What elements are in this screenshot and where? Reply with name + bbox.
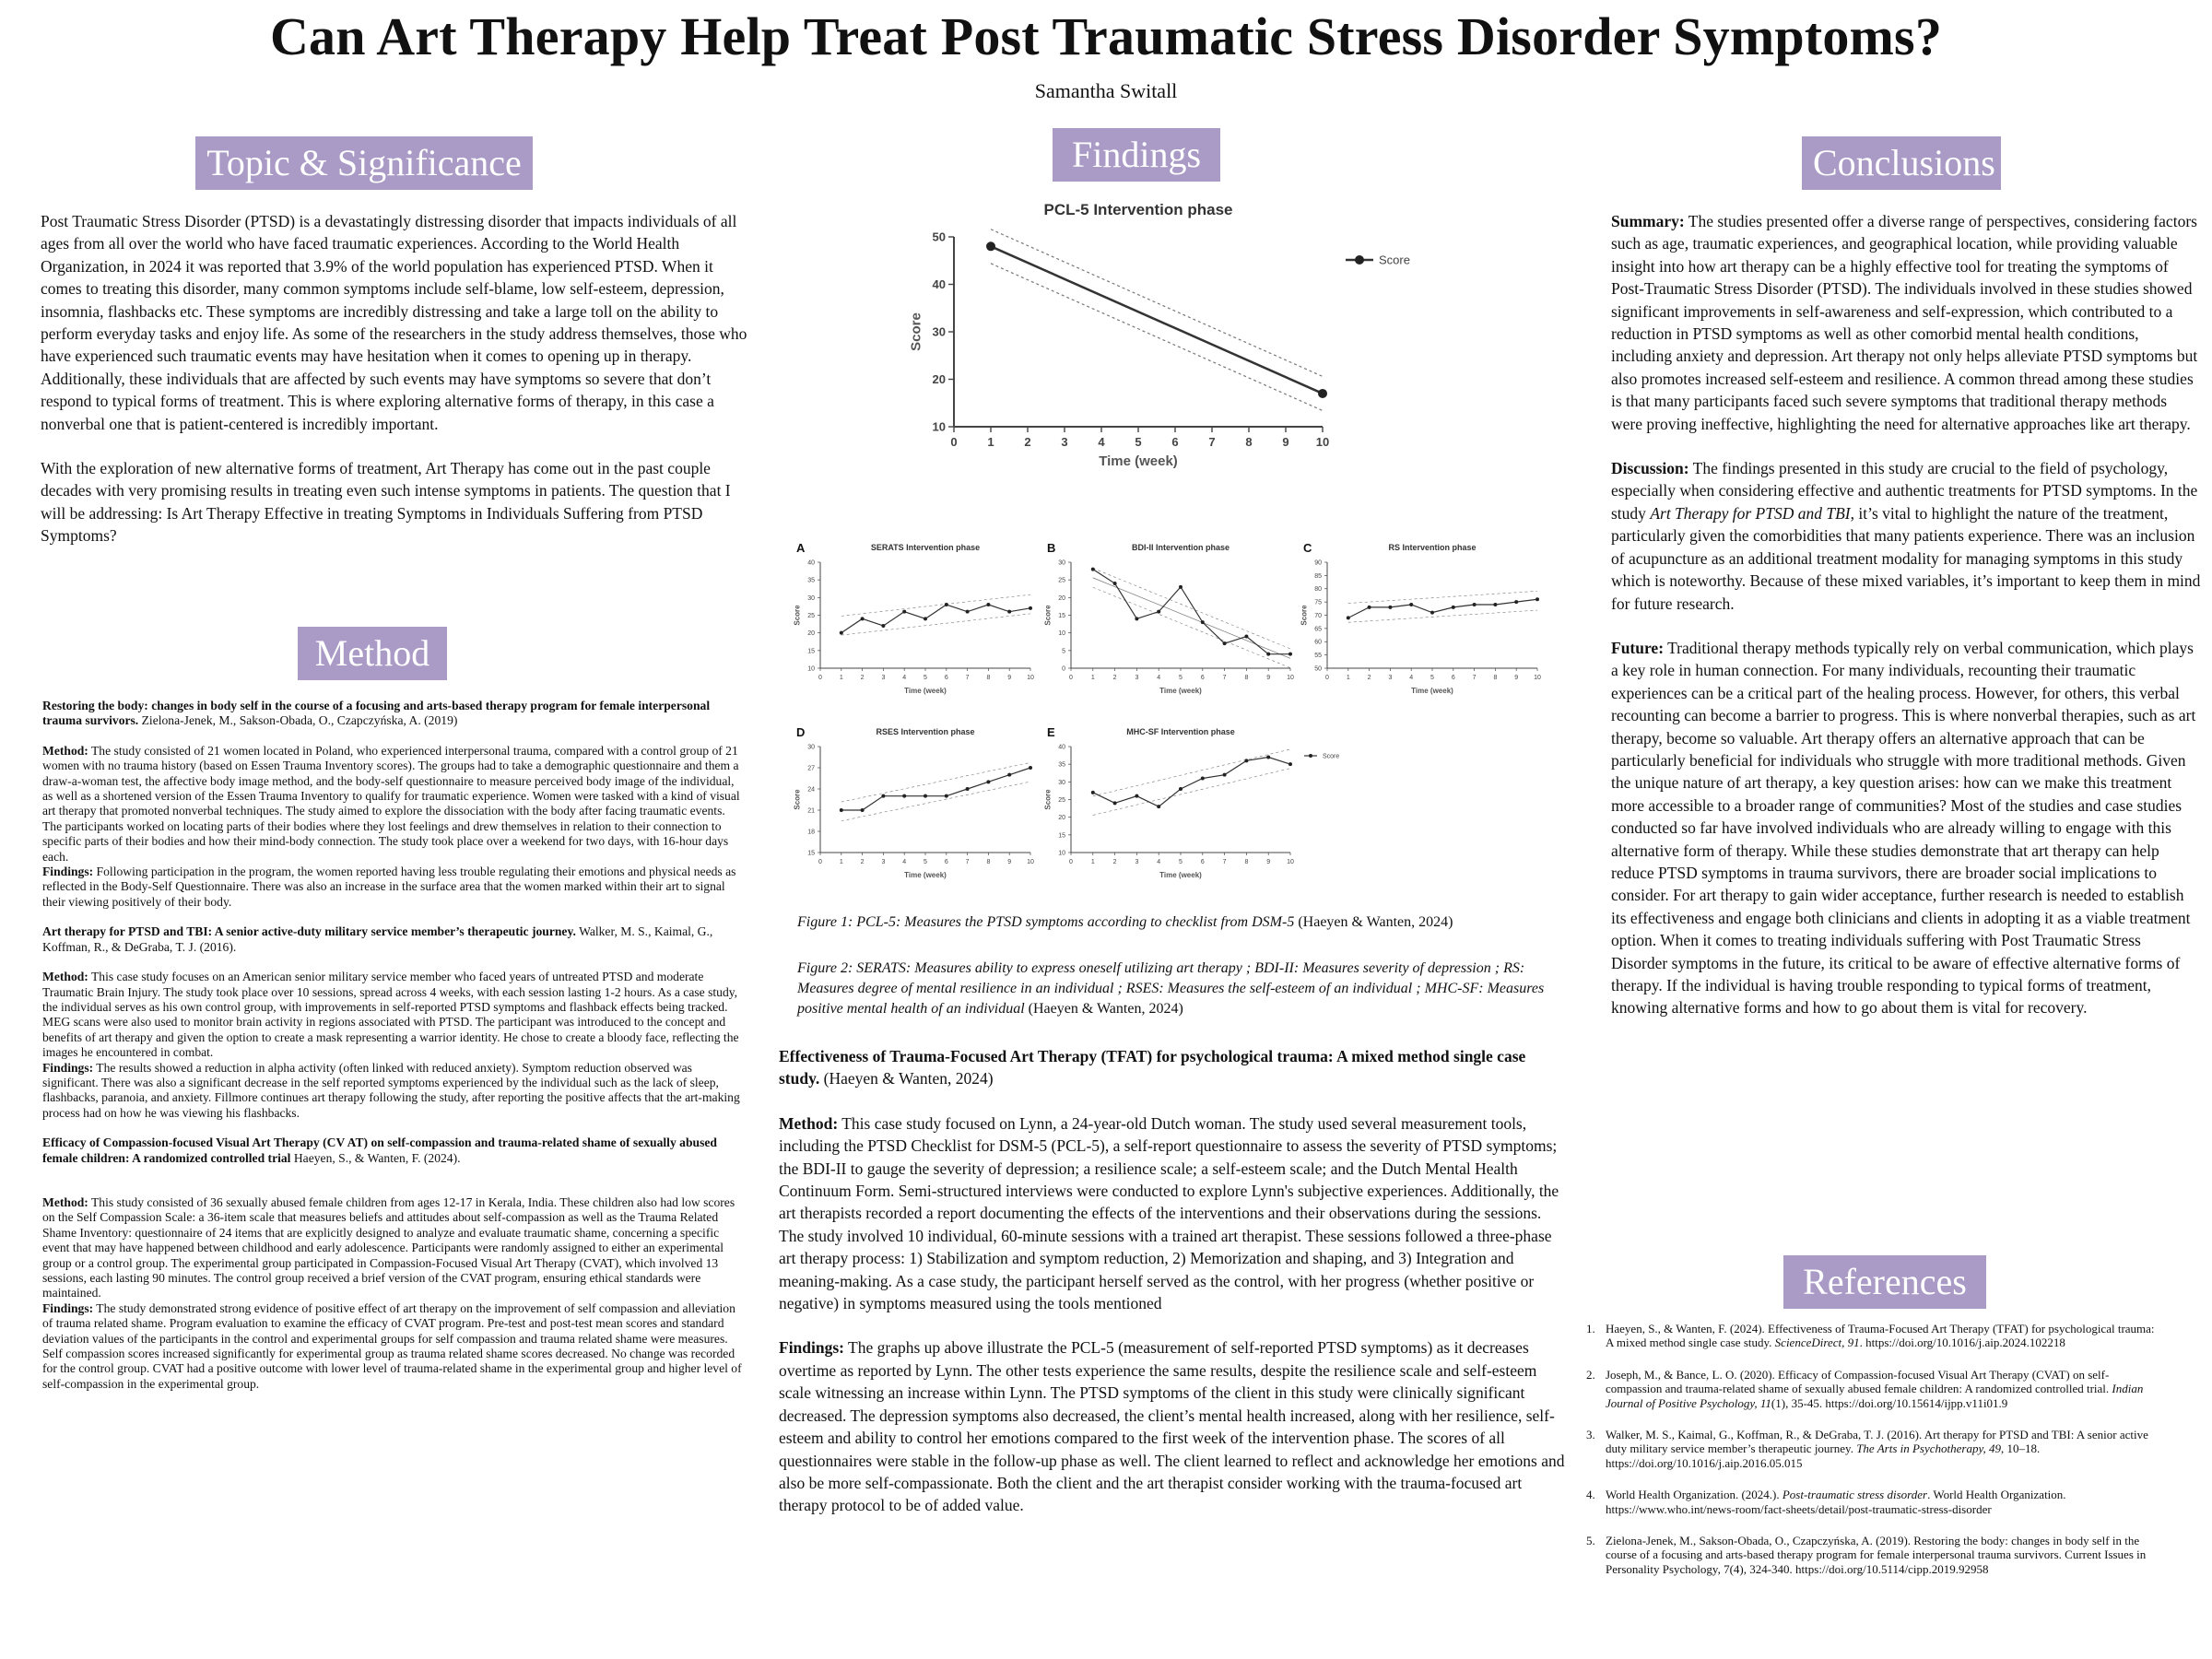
x-tick-label: 2 xyxy=(1367,675,1371,681)
study1-findings-label: Findings: xyxy=(42,865,94,879)
y-axis-label: Score xyxy=(1300,605,1309,626)
x-axis-label: Time (week) xyxy=(904,687,947,695)
reference-text: Haeyen, S., & Wanten, F. (2024). Effectiveness of Trauma-Focused Art Therapy (TFAT) for psychological trauma: A mixed method single case study. xyxy=(1606,1322,2155,1350)
series-line xyxy=(841,768,1030,810)
study1-method-label: Method: xyxy=(42,743,88,758)
x-axis-label: Time (week) xyxy=(904,871,947,879)
x-tick-label: 8 xyxy=(1493,675,1498,681)
topic-paragraph-2: With the exploration of new alternative forms of treatment, Art Therapy has come out in the past couple decades with very promising results in treating even such intense symptoms in patients. The question that I will be addressing: Is Art Therapy Effective in treating Symptoms in Individuals Suffering from PTSD Symptoms? xyxy=(41,459,731,546)
y-tick-label: 18 xyxy=(807,829,815,836)
x-tick-label: 4 xyxy=(1157,675,1161,681)
x-axis-label: Time (week) xyxy=(1099,453,1178,469)
y-tick-label: 50 xyxy=(932,229,946,244)
data-point xyxy=(1179,585,1182,589)
tfat-method: This case study focused on Lynn, a 24-year-old Dutch woman. The study used several measurement tools, including the PTSD Checklist for DSM-5 (PCL-5), a self-report questionnaire to assess the severity of PTSD symptoms; the BDI-II to gauge the severity of depression; a resilience scale; a self-esteem scale; and the Dutch Mental Health Continuum Form. Semi-structured interviews were conducted to explore Lynn's subjective experiences. Additionally, the art therapists recorded a report documenting the effects of the interventions and their observations during the sessions. The study involved 10 individual, 60-minute sessions with a trained art therapist. These sessions followed a three-phase art therapy process: 1) Stabilization and symptom reduction, 2) Memorization and shaping, and 3) Integration and meaning-making. As a case study, the participant herself served as the control, with her progress (whether positive or negative) in symptoms measured using the tools mentioned xyxy=(779,1113,1559,1313)
data-point xyxy=(1493,603,1497,606)
data-point xyxy=(1244,635,1248,639)
panel-letter: A xyxy=(796,541,806,555)
summary-text: The studies presented offer a diverse range of perspectives, considering factors such as age, traumatic experiences, and geographical location, while providing valuable insight into how art therapy can be a highly effective tool for treating the symptoms of Post-Traumatic Stress Disorder (PTSD). The individuals involved in these studies showed significant improvements in self-awareness and self-expression, which contributed to a reduction in PTSD symptoms as well as other comorbid mental health conditions, including anxiety and depression. Art therapy not only helps alleviate PTSD symptoms but also promotes increased self-esteem and resilience. A common thread among these studies is that many participants faced such severe symptoms that traditional therapy methods were proving ineffective, highlighting the need for alternative approaches like art therapy. xyxy=(1611,212,2198,433)
header-method: Method xyxy=(298,627,447,680)
x-tick-label: 8 xyxy=(1244,675,1249,681)
data-point xyxy=(986,603,990,606)
x-tick-label: 9 xyxy=(1007,675,1012,681)
tfat-findings-label: Findings: xyxy=(779,1338,844,1358)
y-tick-label: 90 xyxy=(1314,559,1322,567)
data-point xyxy=(881,624,885,628)
x-tick-label: 5 xyxy=(924,675,927,681)
y-tick-label: 50 xyxy=(1314,665,1322,673)
figure2-caption-text: Figure 2: SERATS: Measures ability to express oneself utilizing art therapy ; BDI-II: Measures severity of depression ; RS: Measures degree of mental resilience in an individual ; RSES: Measures the self-esteem of an individual ; MHC-SF: Measures positive mental health of an individual xyxy=(797,960,1545,1017)
study2-method: This case study focuses on an American senior military service member who faced years of untreated PTSD and moderate Traumatic Brain Injury. The study took place over 10 sessions, spread across 4 weeks, with each session lasting 1-2 hours. As a case study, the individual serves as his own control group, with improvements in self-reported PTSD symptoms and flashback effects being tracked. MEG scans were also used to monitor brain activity in regions associated with PTSD. The participant was introduced to the concept and benefits of art therapy and given the option to create a mask representing a warrior identity. He chose to create a bloody face, reflecting the images he encountered in combat. xyxy=(42,970,739,1060)
panel-letter: D xyxy=(796,725,806,739)
y-tick-label: 30 xyxy=(1058,779,1065,786)
findings-text xyxy=(779,1045,1570,1517)
y-tick-label: 5 xyxy=(1062,648,1065,655)
trend-line xyxy=(1093,578,1290,658)
x-tick-label: 9 xyxy=(1514,675,1519,681)
data-point xyxy=(924,794,927,798)
x-tick-label: 2 xyxy=(1112,675,1117,681)
confidence-band xyxy=(1348,591,1537,603)
x-tick-label: 10 xyxy=(1534,675,1541,681)
x-tick-label: 0 xyxy=(950,435,958,449)
header-conclusions: Conclusions xyxy=(1802,136,2001,190)
y-tick-label: 65 xyxy=(1314,626,1322,633)
x-tick-label: 2 xyxy=(1112,859,1117,865)
panel-letter: C xyxy=(1303,541,1312,555)
x-tick-label: 7 xyxy=(1208,435,1216,449)
reference-journal: ScienceDirect, 91 xyxy=(1774,1335,1860,1350)
reference-item xyxy=(1598,1428,2157,1470)
reference-text-end: . https://doi.org/10.1016/j.aip.2024.102218 xyxy=(1859,1335,2065,1350)
x-tick-label: 0 xyxy=(818,675,822,681)
x-tick-label: 7 xyxy=(965,675,970,681)
figure2-citation: (Haeyen & Wanten, 2024) xyxy=(1024,1001,1183,1017)
figure1-citation: (Haeyen & Wanten, 2024) xyxy=(1294,914,1453,930)
mhc-chart xyxy=(1043,714,1375,889)
y-tick-label: 30 xyxy=(932,324,946,339)
series-line xyxy=(991,246,1323,394)
data-point xyxy=(1007,773,1011,777)
x-tick-label: 2 xyxy=(1024,435,1031,449)
conclusions-text xyxy=(1611,210,2201,1019)
y-tick-label: 25 xyxy=(1058,796,1065,804)
confidence-band xyxy=(1093,769,1290,816)
author-name: Samantha Switall xyxy=(1034,79,1178,102)
study3-method-label: Method: xyxy=(42,1194,88,1209)
data-point xyxy=(945,794,948,798)
y-tick-label: 20 xyxy=(1058,815,1065,822)
figure1-caption xyxy=(797,912,1553,933)
chart-title: RS Intervention phase xyxy=(1388,543,1477,552)
study3-findings-label: Findings: xyxy=(42,1300,94,1315)
x-tick-label: 5 xyxy=(1179,859,1182,865)
x-tick-label: 0 xyxy=(1069,675,1073,681)
study2-title: Art therapy for PTSD and TBI: A senior active-duty military service member’s therapeutic journey. xyxy=(42,924,576,939)
y-tick-label: 20 xyxy=(1058,594,1065,602)
y-tick-label: 27 xyxy=(807,765,815,772)
data-point xyxy=(1029,606,1032,610)
y-tick-label: 75 xyxy=(1314,599,1322,606)
confidence-band xyxy=(1348,610,1537,622)
x-tick-label: 4 xyxy=(1098,435,1105,449)
confidence-band xyxy=(841,782,1030,821)
data-point xyxy=(1201,620,1205,624)
x-tick-label: 7 xyxy=(1472,675,1477,681)
study2-findings: The results showed a reduction in alpha activity (often linked with reduced anxiety). Symptom reduction observed was significant. There was also a significant decrease in the self reported symptoms experienced by the individual such as the lack of sleep, flashbacks, paranoia, and anxiety. Fillmore continues art therapy following the study, after reporting the positive affects that the art-making process had on how he was viewing his flashbacks. xyxy=(42,1060,740,1120)
data-point xyxy=(924,617,927,620)
y-tick-label: 30 xyxy=(807,594,815,602)
x-tick-label: 5 xyxy=(1430,675,1434,681)
x-tick-label: 10 xyxy=(1315,435,1330,449)
discussion-study-title: Art Therapy for PTSD and TBI xyxy=(1650,503,1851,523)
x-tick-label: 3 xyxy=(1135,675,1139,681)
topic-paragraph-1: Post Traumatic Stress Disorder (PTSD) is a devastatingly distressing disorder that impacts individuals of all ages from all over the world who have faced traumatic experiences. According to the World Health Organization, in 2024 it was reported that 3.9% of the world population has experienced PTSD. When it comes to treating this disorder, many common symptoms include self-blame, low self-esteem, depression, insomnia, flashbacks etc. These symptoms are incredibly distressing and take a large toll on the ability to perform everyday tasks and enjoy life. As some of the researchers in the study address themselves, those who have experienced such traumatic events may have hesitation when it comes to opening up in therapy. Additionally, these individuals that are affected by such events may have symptoms so severe that don’t respond to typical forms of treatment. This is where exploring alternative forms of therapy, in this case a nonverbal one that is patient-centered is incredibly important. xyxy=(41,212,747,433)
y-axis-label: Score xyxy=(793,605,802,626)
panel-letter: B xyxy=(1047,541,1056,555)
method-text xyxy=(42,699,747,1392)
header-references: References xyxy=(1783,1255,1986,1309)
rs-chart xyxy=(1300,530,1547,705)
x-axis-label: Time (week) xyxy=(1159,871,1202,879)
data-point xyxy=(1347,616,1350,619)
study2-method-label: Method: xyxy=(42,970,88,984)
x-tick-label: 3 xyxy=(881,675,886,681)
study1-title: Restoring the body: changes in body self in the course of a focusing and arts-based therapy program for female interpersonal trauma survivors. xyxy=(42,699,711,728)
x-tick-label: 6 xyxy=(944,675,948,681)
y-tick-label: 40 xyxy=(807,559,815,567)
confidence-band xyxy=(841,614,1030,635)
x-tick-label: 1 xyxy=(1346,675,1350,681)
study3-method: This study consisted of 36 sexually abused female children from ages 12-17 in Kerala, India. These children also had low scores on the Self Compassion Scale: a 36-item scale that measures beliefs and attitudes about self-compassion as well as the Trauma Related Shame Inventory: questionnaire of 24 items that are explicitly designed to analyze and evaluate traumatic shame, concerning a specific event that may have happened between childhood and early adolescence. Participants were randomly assigned to either an experimental group or a control group. The experimental group participated in Compassion-Focused Visual Art Therapy (CVAT), which involved 13 sessions, each lasting 90 minutes. The control group received a brief version of the CVAT program, ensuring ethical standards were maintained. xyxy=(42,1194,735,1300)
panel-letter: E xyxy=(1047,725,1055,739)
y-tick-label: 40 xyxy=(1058,744,1065,751)
x-tick-label: 5 xyxy=(1179,675,1182,681)
x-tick-label: 0 xyxy=(1325,675,1329,681)
topic-text xyxy=(41,210,750,547)
y-tick-label: 25 xyxy=(1058,577,1065,584)
header-topic: Topic & Significance xyxy=(195,136,533,190)
y-tick-label: 15 xyxy=(807,850,815,857)
x-axis-label: Time (week) xyxy=(1159,687,1202,695)
x-tick-label: 1 xyxy=(839,675,843,681)
data-point xyxy=(1113,801,1117,805)
confidence-band xyxy=(1093,569,1290,649)
data-point xyxy=(902,794,906,798)
x-axis-label: Time (week) xyxy=(1411,687,1453,695)
data-point xyxy=(1388,606,1392,609)
data-point xyxy=(1368,606,1371,609)
reference-item xyxy=(1598,1488,2157,1516)
legend-label: Score xyxy=(1379,253,1410,267)
reference-item xyxy=(1598,1534,2157,1576)
y-axis-label: Score xyxy=(1043,789,1053,810)
y-tick-label: 40 xyxy=(932,277,946,292)
study3-authors: Haeyen, S., & Wanten, F. (2024). xyxy=(290,1150,461,1165)
future-label: Future: xyxy=(1611,638,1665,657)
y-tick-label: 30 xyxy=(807,744,815,751)
x-tick-label: 9 xyxy=(1266,675,1271,681)
data-point xyxy=(1409,603,1413,606)
data-point xyxy=(1179,787,1182,791)
x-tick-label: 2 xyxy=(860,675,865,681)
x-tick-label: 6 xyxy=(1200,675,1205,681)
x-tick-label: 5 xyxy=(924,859,927,865)
data-point xyxy=(1473,603,1477,606)
x-tick-label: 2 xyxy=(860,859,865,865)
y-tick-label: 15 xyxy=(807,648,815,655)
y-axis-label: Score xyxy=(793,789,802,810)
data-point xyxy=(1266,653,1270,656)
summary-label: Summary: xyxy=(1611,212,1685,230)
discussion-text-b: , it’s vital to highlight the nature of the treatment, particularly given the comorbidities that many patients experience. There was an inclusion of acupuncture as an additional treatment modality for managing symptoms in this study which is noteworthy. Because of these mixed variables, it’s important to keep them in mind for future research. xyxy=(1611,503,2201,613)
x-tick-label: 8 xyxy=(1245,435,1253,449)
legend-label: Score xyxy=(1323,753,1340,760)
tfat-method-label: Method: xyxy=(779,1113,839,1133)
y-tick-label: 0 xyxy=(1062,665,1065,673)
data-point xyxy=(966,610,970,614)
data-point xyxy=(1135,794,1138,798)
x-tick-label: 4 xyxy=(902,859,907,865)
x-tick-label: 4 xyxy=(902,675,907,681)
data-point xyxy=(1029,766,1032,770)
y-tick-label: 80 xyxy=(1314,586,1322,594)
discussion-text-a: The findings presented in this study are crucial to the field of psychology, especially when considering effective and authentic treatments for PTSD symptoms. In the study xyxy=(1611,459,2198,523)
legend-marker xyxy=(1309,754,1312,758)
confidence-band xyxy=(1093,587,1290,667)
study2-authors: Walker, M. S., Kaimal, G., Koffman, R., & DeGraba, T. J. (2016). xyxy=(42,924,713,954)
data-point xyxy=(1288,653,1292,656)
reference-text: Joseph, M., & Bance, L. O. (2020). Efficacy of Compassion-focused Visual Art Therapy (CVAT) on self-compassion and trauma-related shame of sexually abused female children: A randomized controlled trial. xyxy=(1606,1367,2112,1396)
data-point xyxy=(1514,600,1518,604)
data-point xyxy=(1135,617,1138,620)
y-tick-label: 10 xyxy=(932,419,946,434)
reference-journal: Post-traumatic stress disorder xyxy=(1782,1488,1928,1502)
rses-chart xyxy=(793,714,1040,889)
x-tick-label: 3 xyxy=(1061,435,1068,449)
chart-title: BDI-II Intervention phase xyxy=(1131,543,1230,552)
bdi-chart xyxy=(1043,530,1300,705)
data-point xyxy=(1430,611,1434,615)
x-tick-label: 10 xyxy=(1027,859,1034,865)
data-point xyxy=(1266,756,1270,759)
x-tick-label: 9 xyxy=(1007,859,1012,865)
y-tick-label: 10 xyxy=(807,665,815,673)
chart-title: MHC-SF Intervention phase xyxy=(1126,727,1235,736)
data-point xyxy=(1007,610,1011,614)
y-tick-label: 10 xyxy=(1058,850,1065,857)
data-point xyxy=(1091,568,1095,571)
x-tick-label: 6 xyxy=(1200,859,1205,865)
reference-text-end: (1), 35-45. https://doi.org/10.15614/ijpp.v11i01.9 xyxy=(1771,1395,2008,1410)
x-tick-label: 10 xyxy=(1027,675,1034,681)
x-tick-label: 8 xyxy=(986,675,991,681)
data-point xyxy=(1535,597,1539,601)
serats-chart xyxy=(793,530,1040,705)
reference-text-end: . World Health Organization. https://www.who.int/news-room/fact-sheets/detail/post-traumatic-stress-disorder xyxy=(1606,1488,2066,1516)
x-tick-label: 7 xyxy=(965,859,970,865)
tfat-findings: The graphs up above illustrate the PCL-5 (measurement of self-reported PTSD symptoms) as it decreases overtime as reported by Lynn. The other tests experience the same results, despite the resilience scale and self-esteem scale witnessing an increase within Lynn. The PTSD symptoms of the client in this study were clinically significant decreased. The depression symptoms also decreased, the client’s mental health increased, along with her resilience, self-esteem and ability to control her emotions compared to the first week of the intervention phase. The scores of all questionnaires were stable in the follow-up phase as well. The client learned to reflect and acknowledge her emotions and also be more self-compassionate. Both the client and the art therapist consider working with the trauma-focused art therapy protocol to be of added value. xyxy=(779,1338,1565,1515)
data-point xyxy=(966,787,970,791)
chart-title: RSES Intervention phase xyxy=(876,727,975,736)
y-tick-label: 70 xyxy=(1314,612,1322,619)
x-tick-label: 6 xyxy=(944,859,948,865)
x-tick-label: 4 xyxy=(1409,675,1414,681)
data-point xyxy=(986,241,995,251)
future-text: Traditional therapy methods typically rely on verbal communication, which plays a key role in human connection. For many individuals, recounting their traumatic experiences can be a critical part of the healing process. However, for others, this verbal recounting can become a barrier to progress. This is where nonverbal therapies, such as art therapy, become so valuable. Art therapy offers an alternative approach that can be particularly beneficial for individuals who struggle with more traditional methods. Given the unique nature of art therapy, a key question arises: how can we make this treatment more accessible to a broader range of communities? Most of the studies and case studies conducted so far have involved individuals who are already willing to engage with this alternative form of therapy. While these studies demonstrate that art therapy can help reduce PTSD symptoms in trauma survivors, there are broader social implications to consider. For art therapy to gain wider acceptance, further research is needed to establish its effectiveness and engage both clinicians and clients in adopting it as a viable treatment option. When it comes to treating individuals suffering with Post Traumatic Stress Disorder symptoms in the future, its critical to be aware of effective alternative forms of therapy. If the individual is having trouble responding to typical forms of treatment, knowing alternative forms and how to go about them is vital for recovery. xyxy=(1611,638,2196,1018)
y-tick-label: 30 xyxy=(1058,559,1065,567)
y-tick-label: 25 xyxy=(807,612,815,619)
data-point xyxy=(1223,641,1227,645)
x-tick-label: 1 xyxy=(1090,859,1095,865)
x-tick-label: 0 xyxy=(1069,859,1073,865)
x-tick-label: 1 xyxy=(839,859,843,865)
series-line xyxy=(1093,758,1290,807)
figure1-caption-text: Figure 1: PCL-5: Measures the PTSD symptoms according to checklist from DSM-5 xyxy=(797,914,1295,930)
data-point xyxy=(840,631,843,635)
confidence-band xyxy=(991,264,1323,411)
study1-findings: Following participation in the program, the women reported having less trouble regulating their emotions and physical needs as reflected in the Body-Self Questionnaire. There was also an increase in the surface area that the women marked within their art to signal their viewing positively of their body. xyxy=(42,865,736,909)
data-point xyxy=(840,808,843,812)
tfat-study-title: Effectiveness of Trauma-Focused Art Therapy (TFAT) for psychological trauma: A mixed method single case study. xyxy=(779,1047,1526,1088)
reference-journal: The Arts in Psychotherapy, 49 xyxy=(1856,1441,2002,1456)
x-tick-label: 5 xyxy=(1135,435,1142,449)
reference-item xyxy=(1598,1322,2157,1350)
chart-title: PCL-5 Intervention phase xyxy=(1043,201,1233,218)
y-tick-label: 60 xyxy=(1314,639,1322,646)
confidence-band xyxy=(841,594,1030,616)
study3-title: Efficacy of Compassion-focused Visual Art Therapy (CV AT) on self-compassion and trauma-related shame of sexually abused female children: A randomized controlled trial xyxy=(42,1135,717,1165)
data-point xyxy=(881,794,885,798)
series-line xyxy=(841,605,1030,633)
header-findings: Findings xyxy=(1053,128,1220,182)
x-tick-label: 7 xyxy=(1222,675,1227,681)
discussion-label: Discussion: xyxy=(1611,459,1689,478)
data-point xyxy=(986,780,990,783)
x-tick-label: 3 xyxy=(1135,859,1139,865)
data-point xyxy=(1288,762,1292,766)
data-point xyxy=(861,808,865,812)
y-axis-label: Score xyxy=(908,312,924,351)
series-line xyxy=(1093,570,1290,654)
x-tick-label: 3 xyxy=(881,859,886,865)
x-tick-label: 8 xyxy=(1244,859,1249,865)
study2-findings-label: Findings: xyxy=(42,1060,94,1075)
figure2-caption xyxy=(797,959,1553,1019)
data-point xyxy=(1113,582,1117,585)
data-point xyxy=(1201,777,1205,781)
x-tick-label: 9 xyxy=(1266,859,1271,865)
references-list xyxy=(1561,1322,2157,1594)
y-tick-label: 35 xyxy=(807,577,815,584)
data-point xyxy=(1318,389,1327,398)
data-point xyxy=(902,610,906,614)
y-tick-label: 10 xyxy=(1058,630,1065,638)
y-tick-label: 15 xyxy=(1058,612,1065,619)
data-point xyxy=(1157,805,1160,808)
x-tick-label: 4 xyxy=(1157,859,1161,865)
y-tick-label: 20 xyxy=(807,630,815,638)
data-point xyxy=(861,617,865,620)
y-tick-label: 21 xyxy=(807,807,815,815)
x-tick-label: 8 xyxy=(986,859,991,865)
legend-marker xyxy=(1355,255,1364,265)
study1-authors: Zielona-Jenek, M., Sakson-Obada, O., Czapczyńska, A. (2019) xyxy=(138,713,458,728)
tfat-study-citation: (Haeyen & Wanten, 2024) xyxy=(819,1069,994,1088)
x-tick-label: 3 xyxy=(1388,675,1393,681)
chart-title: SERATS Intervention phase xyxy=(870,543,981,552)
reference-item xyxy=(1598,1368,2157,1410)
y-tick-label: 55 xyxy=(1314,653,1322,660)
reference-text: Walker, M. S., Kaimal, G., Koffman, R., & DeGraba, T. J. (2016). Art therapy for PTSD and TBI: A senior active duty military service member’s therapeutic journey. xyxy=(1606,1428,2148,1456)
y-axis-label: Score xyxy=(1043,605,1053,626)
reference-text: Zielona-Jenek, M., Sakson-Obada, O., Czapczyńska, A. (2019). Restoring the body: changes in body self in the course of a focusing and arts-based therapy program for female interpersonal trauma survivors. Current Issues in Personality Psychology, 7(4), 324-340. https://doi.org/10.5114/cipp.2019.92958 xyxy=(1606,1534,2147,1576)
x-tick-label: 6 xyxy=(1451,675,1455,681)
x-tick-label: 9 xyxy=(1282,435,1289,449)
y-tick-label: 24 xyxy=(807,786,815,794)
y-tick-label: 85 xyxy=(1314,572,1322,580)
poster-title: Can Art Therapy Help Treat Post Traumatic Stress Disorder Symptoms? xyxy=(269,6,1943,66)
reference-text: World Health Organization. (2024.). xyxy=(1606,1488,1783,1502)
x-tick-label: 1 xyxy=(987,435,994,449)
y-tick-label: 20 xyxy=(932,372,946,387)
x-tick-label: 1 xyxy=(1090,675,1095,681)
x-tick-label: 6 xyxy=(1171,435,1179,449)
reference-text-end: , 10–18. https://doi.org/10.1016/j.aip.2016.05.015 xyxy=(1606,1441,2041,1470)
study1-method: The study consisted of 21 women located in Poland, who experienced interpersonal trauma, compared with a control group of 21 women with no trauma history (based on Essen Trauma Inventory scores). The groups had to take a demographic questionnaire and them a draw-a-woman test, the affective body image method, and the body-self questionnaire to measure perceived body image of the individual, as well as a shortened version of the Essen Trauma Inventory to qualify for traumatic experience. Women were tasked with a kind of visual art therapy that promoted nonverbal techniques. The study aimed to explore the dissociation with the body after facing traumatic events. The participants worked on locating parts of their bodies where they lost feelings and drew themselves in relation to their connection to specific parts of their bodies and how their mind-body connection. The study took place over a weekend for two days, with 16-hour days each. xyxy=(42,743,740,864)
y-tick-label: 15 xyxy=(1058,832,1065,840)
study3-findings: The study demonstrated strong evidence of positive effect of art therapy on the improvement of self compassion and alleviation of trauma related shame. Program evaluation to examine the efficacy of CVAT program. Pre-test and post-test mean scores and standard deviation values of the participants in the control and experimental groups for self compassion and trauma related shame were measures. Self compassion scores increased significantly for experimental group as trauma related shame scores decreased. No change was recorded for the control group. CVAT had a positive outcome with lower level of trauma-related shame in the experimental group and higher level of self-compassion in the experimental group. xyxy=(42,1300,742,1391)
series-line xyxy=(1348,599,1537,618)
data-point xyxy=(1452,606,1455,609)
data-point xyxy=(1157,610,1160,614)
data-point xyxy=(1244,759,1248,762)
x-tick-label: 10 xyxy=(1287,675,1294,681)
x-tick-label: 0 xyxy=(818,859,822,865)
reference-journal: Indian Journal of Positive Psychology, 11 xyxy=(1606,1382,2144,1410)
data-point xyxy=(1091,791,1095,794)
confidence-band xyxy=(991,229,1323,377)
y-tick-label: 35 xyxy=(1058,761,1065,769)
data-point xyxy=(945,603,948,606)
pcl5-chart xyxy=(899,198,1415,488)
data-point xyxy=(1223,773,1227,777)
x-tick-label: 10 xyxy=(1287,859,1294,865)
x-tick-label: 7 xyxy=(1222,859,1227,865)
confidence-band xyxy=(1093,749,1290,796)
